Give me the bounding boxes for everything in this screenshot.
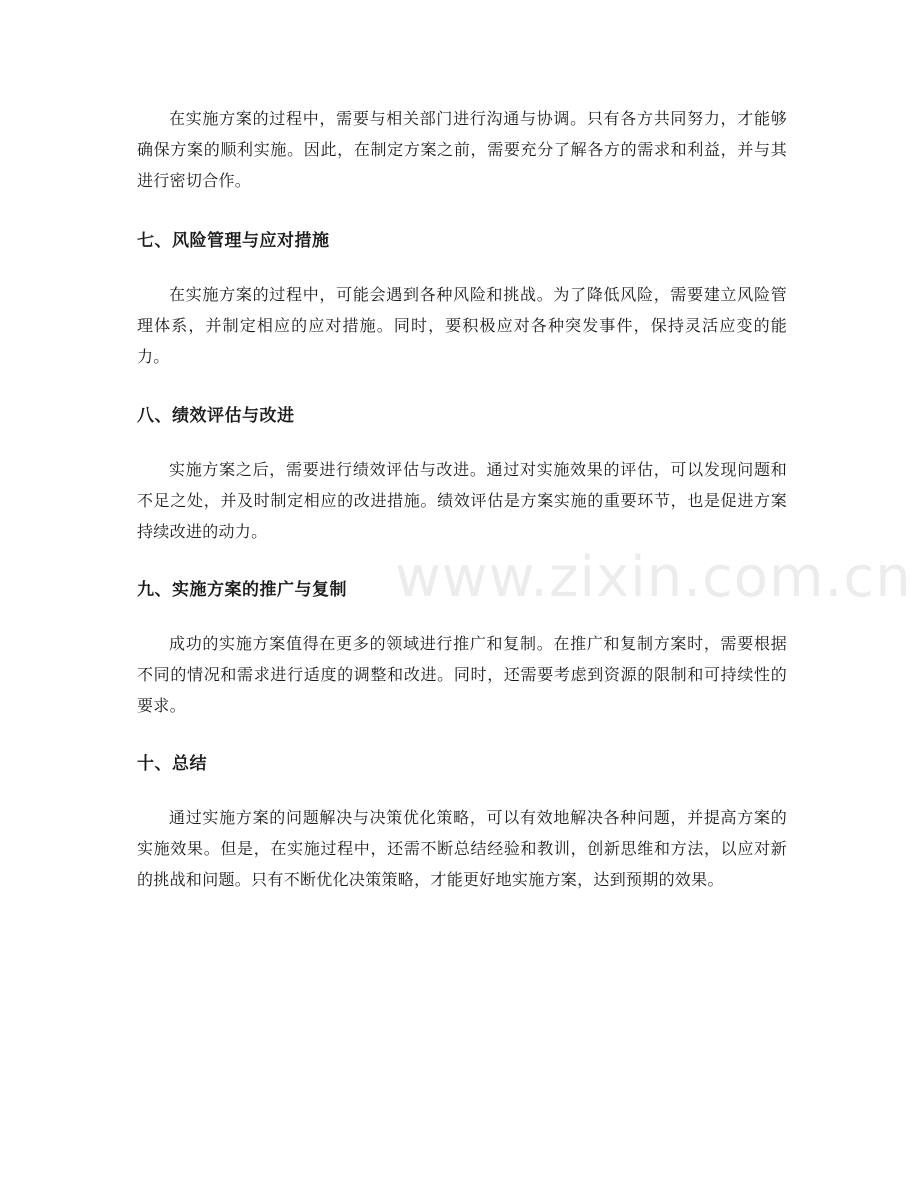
section-7-heading: 七、风险管理与应对措施 bbox=[137, 231, 330, 251]
section-8-heading: 八、绩效评估与改进 bbox=[137, 406, 295, 426]
section-10-heading: 十、总结 bbox=[137, 754, 207, 774]
section-9-paragraph: 成功的实施方案值得在更多的领域进行推广和复制。在推广和复制方案时，需要根据不同的情况和需求进行适度的调整和改进。同时，还需要考虑到资源的限制和可持续性的要求。 bbox=[137, 634, 787, 715]
section-8-paragraph: 实施方案之后，需要进行绩效评估与改进。通过对实施效果的评估，可以发现问题和不足之处，并及时制定相应的改进措施。绩效评估是方案实施的重要环节，也是促进方案持续改进的动力。 bbox=[137, 460, 787, 541]
watermark: www.zixin.com.cn bbox=[395, 545, 912, 610]
section-10-paragraph: 通过实施方案的问题解决与决策优化策略，可以有效地解决各种问题，并提高方案的实施效果。但是，在实施过程中，还需不断总结经验和教训，创新思维和方法，以应对新的挑战和问题。只有不断优化决策策略，才能更好地实施方案，达到预期的效果。 bbox=[137, 808, 787, 889]
intro-paragraph: 在实施方案的过程中，需要与相关部门进行沟通与协调。只有各方共同努力，才能够确保方案的顺利实施。因此，在制定方案之前，需要充分了解各方的需求和利益，并与其进行密切合作。 bbox=[137, 109, 787, 190]
section-9-heading: 九、实施方案的推广与复制 bbox=[137, 580, 347, 600]
section-7-paragraph: 在实施方案的过程中，可能会遇到各种风险和挑战。为了降低风险，需要建立风险管理体系，并制定相应的应对措施。同时，要积极应对各种突发事件，保持灵活应变的能力。 bbox=[137, 285, 787, 366]
